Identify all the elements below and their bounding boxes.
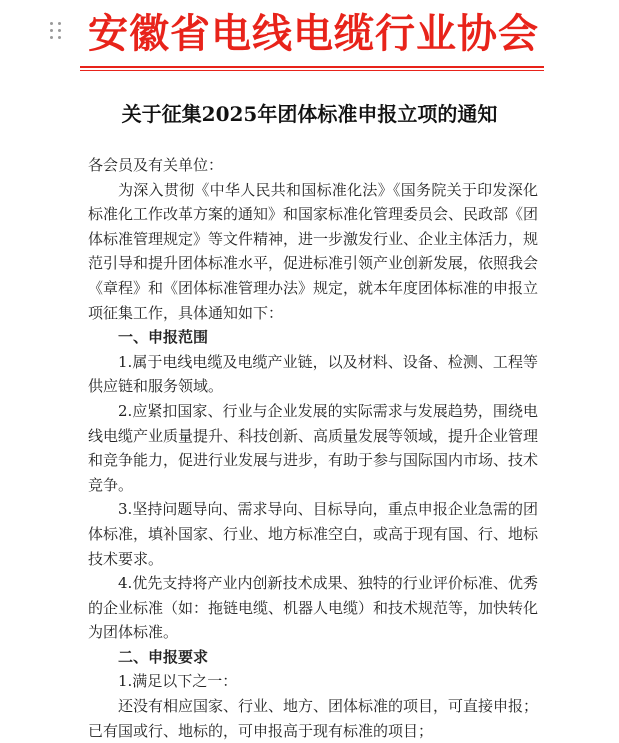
- header-rule-thick: [80, 66, 544, 68]
- requirement-detail: 还没有相应国家、行业、地方、团体标准的项目，可直接申报；已有国或行、地标的，可申报高于现有标准的项目；: [88, 697, 539, 740]
- scope-item-3: 3.坚持问题导向、需求导向、目标导向，重点申报企业急需的团体标准，填补国家、行业、地方标准空白，或高于现有国、行、地标技术要求。: [88, 500, 539, 568]
- section-heading-scope: 一、申报范围: [118, 328, 209, 347]
- organization-name: 安徽省电线电缆行业协会: [88, 11, 539, 57]
- intro-paragraph: 为深入贯彻《中华人民共和国标准化法》《国务院关于印发深化标准化工作改革方案的通知》和国家标准化管理委员会、民政部《团体标准管理规定》等文件精神，进一步激发行业、企业主体活力，规范引导和提升团体标准水平，促进标准引领产业创新发展，依照我会《章程》和《团体标准管理办法》规定，就本年度团体标准的申报立项征集工作，具体通知如下：: [88, 180, 539, 322]
- notice-body: [88, 153, 538, 743]
- requirement-item-1: 1.满足以下之一：: [118, 672, 238, 691]
- scope-item-2: 2.应紧扣国家、行业与企业发展的实际需求与发展趋势，围绕电线电缆产业质量提升、科技创新、高质量发展等领域，提升企业管理和竞争能力，促进行业发展与进步，有助于参与国际国内市场、技术竞争。: [88, 401, 539, 494]
- scope-item-4: 4.优先支持将产业内创新技术成果、独特的行业评价标准、优秀的企业标准（如：拖链电缆、机器人电缆）和技术规范等，加快转化为团体标准。: [88, 574, 539, 642]
- drag-handle-icon[interactable]: [50, 22, 64, 42]
- scope-item-1: 1.属于电线电缆及电缆产业链，以及材料、设备、检测、工程等供应链和服务领域。: [88, 352, 538, 396]
- header-rule-thin: [80, 70, 544, 71]
- section-heading-requirements: 二、申报要求: [118, 647, 209, 666]
- notice-title: 关于征集2025年团体标准申报立项的通知: [121, 102, 498, 126]
- salutation: 各会员及有关单位：: [88, 156, 224, 174]
